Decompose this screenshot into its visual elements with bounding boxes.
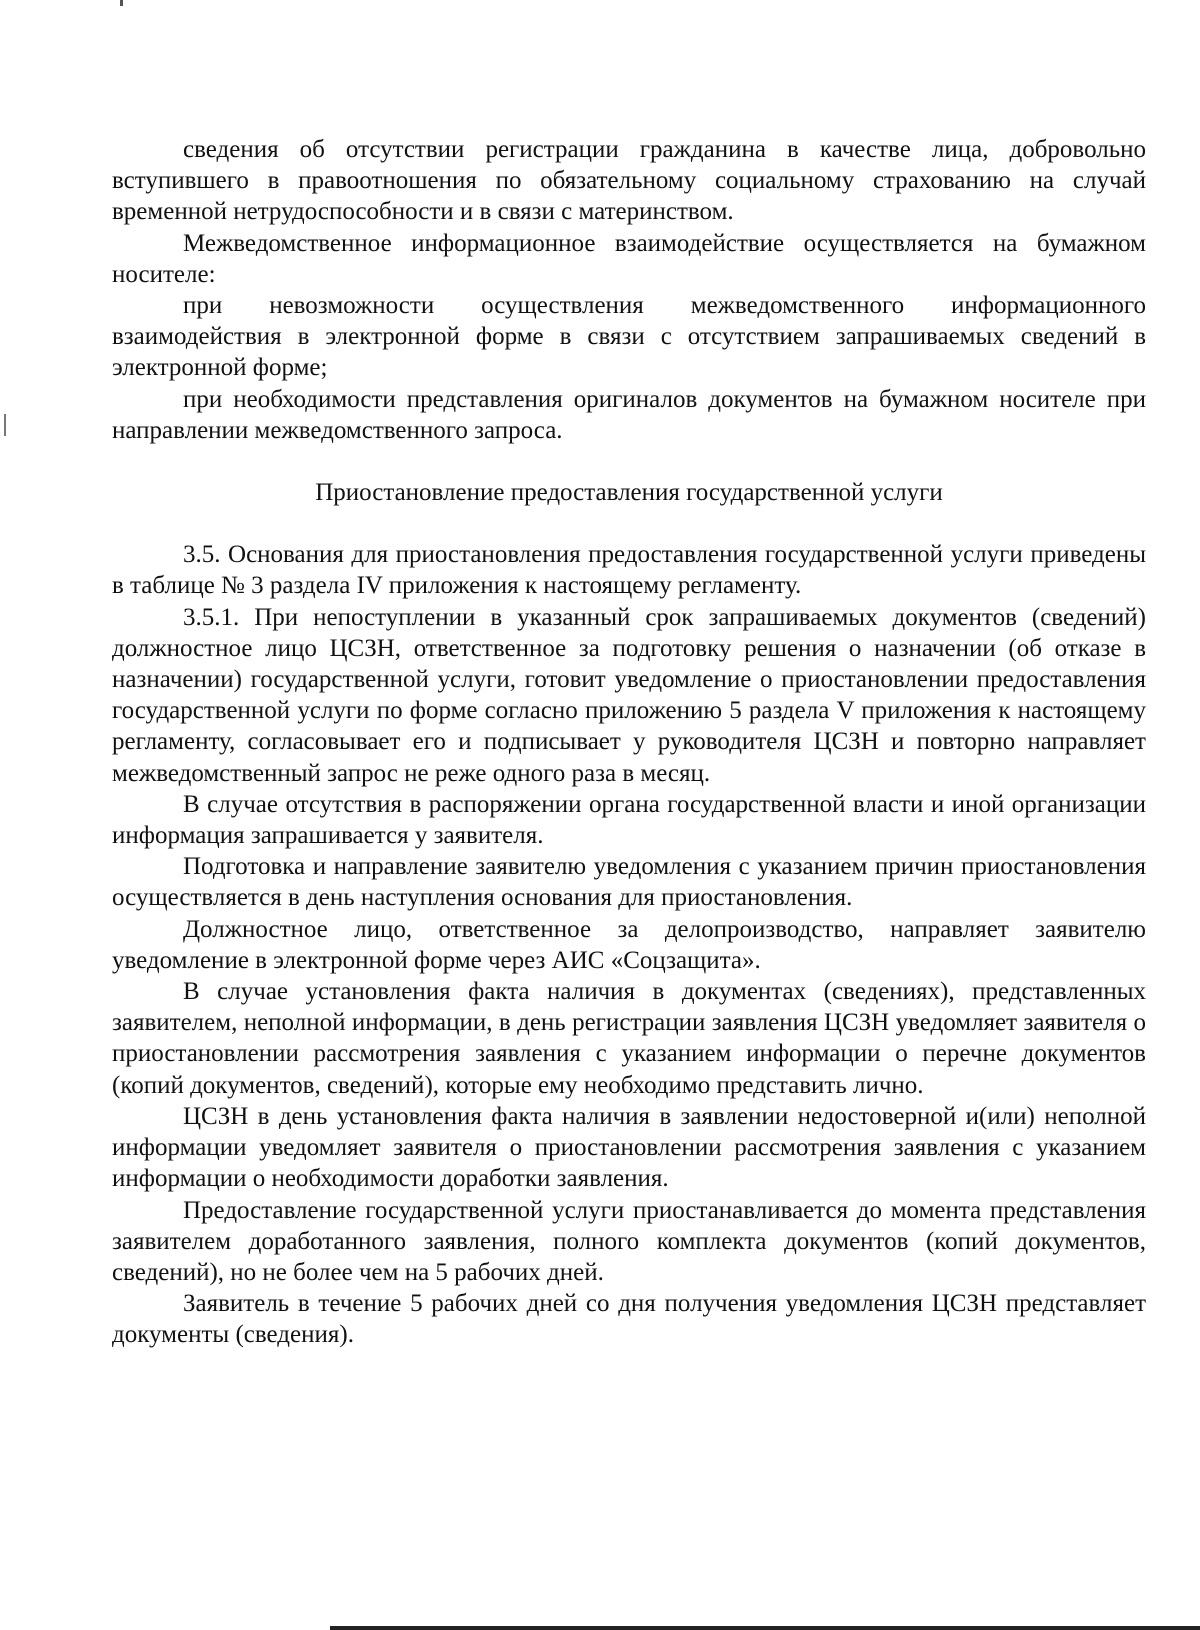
paragraph-originals-needed: при необходимости представления оригиналов документов на бумажном носителе при направлении межведомственного запроса. — [112, 385, 1146, 444]
document-body — [112, 134, 1146, 1351]
scan-artifact-mark — [120, 0, 123, 6]
section-heading: Приостановление предоставления государственной услуги — [315, 479, 943, 507]
paragraph-3-5: 3.5. Основания для приостановления предоставления государственной услуги приведены в таблице № 3 раздела IV приложения к настоящему регламенту. — [112, 541, 1146, 600]
paragraph-registration-info: сведения об отсутствии регистрации гражданина в качестве лица, добровольно вступившего в правоотношения по обязательному социальному страхованию на случай временной нетрудоспособности и в связи с материнством. — [112, 136, 1146, 226]
scan-artifact-margin-mark — [4, 414, 6, 436]
paragraph-paper-interaction: Межведомственное информационное взаимодействие осуществляется на бумажном носителе: — [112, 229, 1146, 288]
paragraph-electronic-notification: Должностное лицо, ответственное за делопроизводство, направляет заявителю уведомление в электронной форме через АИС «Соцзащита». — [112, 915, 1146, 974]
paragraph-info-request: В случае отсутствия в распоряжении органа государственной власти и иной организации информация запрашивается у заявителя. — [112, 790, 1146, 850]
paragraph-incomplete-info: В случае установления факта наличия в документах (сведениях), представленных заявителем, неполной информации, в день регистрации заявления ЦСЗН уведомляет заявителя о приостановлении рассмотрения заявления с указанием информации о перечне документов (копий документов, сведений), которые ему необходимо представить лично. — [112, 978, 1146, 1099]
paragraph-impossible-electronic: при невозможности осуществления межведомственного информационного взаимодействия в электронной форме в связи с отсутствием запрашиваемых сведений в электронной форме; — [112, 292, 1146, 382]
paragraph-suspension-period: Предоставление государственной услуги приостанавливается до момента представления заявителем доработанного заявления, полного комплекта документов (копий документов, сведений), но не более чем на 5 рабочих дней. — [112, 1196, 1146, 1286]
scan-bottom-edge — [330, 1626, 1200, 1630]
paragraph-notification-preparation: Подготовка и направление заявителю уведомления с указанием причин приостановления осуществляется в день наступления основания для приостановления. — [112, 853, 1146, 912]
paragraph-unreliable-info: ЦСЗН в день установления факта наличия в заявлении недостоверной и(или) неполной информации уведомляет заявителя о приостановлении рассмотрения заявления с указанием информации о необходимости доработки заявления. — [112, 1102, 1146, 1193]
paragraph-3-5-1: 3.5.1. При непоступлении в указанный срок запрашиваемых документов (сведений) должностное лицо ЦСЗН, ответственное за подготовку решения о назначении (об отказе в назначении) государственной услуги, готовит уведомление о приостановлении предоставления государственной услуги по форме согласно приложению 5 раздела V приложения к настоящему регламенту, согласовывает его и подписывает у руководителя ЦСЗН и повторно направляет межведомственный запрос не реже одного раза в месяц. — [112, 603, 1146, 787]
paragraph-applicant-deadline: Заявитель в течение 5 рабочих дней со дня получения уведомления ЦСЗН представляет документы (сведения). — [112, 1290, 1146, 1349]
